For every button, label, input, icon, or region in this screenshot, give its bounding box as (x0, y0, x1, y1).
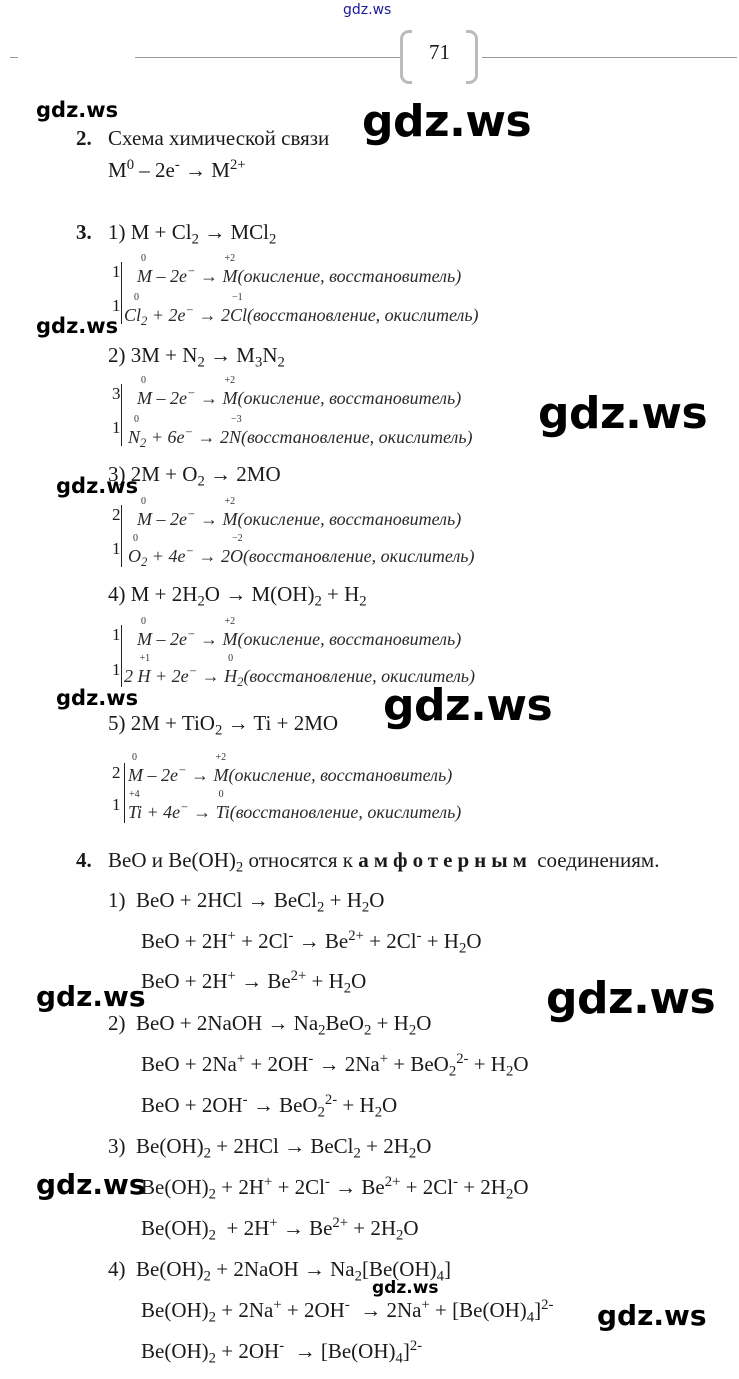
task3-equation-1: 1) $M + Cl_2 \to MCl_2$ (108, 220, 277, 248)
watermark: gdz.ws (362, 96, 532, 147)
header-site: gdz.ws (343, 2, 392, 18)
half-reaction-oxidation: M 0 – 2e− → M +2 (окисление, восстановитель) (137, 496, 462, 529)
task3-number: 3. (76, 220, 92, 244)
page-number: 71 (429, 40, 450, 64)
page-number-bracket-left (400, 30, 412, 84)
page-number-bracket-right (466, 30, 478, 84)
half-reaction-reduction: 2 H +1 + 2e− → H 0 $_2$(восстановление, окислитель) (124, 653, 475, 689)
task4-equation: BeO + $2H^+ \to Be^{2+} + H_2O$ (141, 967, 367, 997)
coef: 1 (112, 625, 121, 644)
half-reaction-reduction: Ti +4 + 4e− → Ti 0 (восстановление, окислитель) (128, 789, 462, 822)
coef: 2 (112, 763, 121, 782)
task4-equation: BeO + $2Na^+ + 2OH^- \to 2Na^+ + BeO_2^{2-} + H_2O$ (141, 1050, 529, 1080)
task2-title: Схема химической связи (108, 126, 330, 150)
coef: 1 (112, 418, 121, 437)
watermark: gdz.ws (36, 98, 119, 122)
half-reaction-reduction: N 0 $_2$ + 6e− → 2N −3 (восстановление, окислитель) (128, 414, 473, 450)
header-rule-left (135, 57, 400, 58)
half-reaction-oxidation: M 0 – 2e− → M +2 (окисление, восстановитель) (137, 375, 462, 408)
balance-bar (124, 763, 125, 823)
watermark: gdz.ws (546, 973, 716, 1024)
watermark: gdz.ws (538, 388, 708, 439)
task4-equation: 4) $Be(OH)_2$ + 2NaOH → $Na_2[Be(OH)_4]$ (108, 1257, 451, 1285)
task4-equation: $Be(OH)_2 + 2H^+ + 2Cl^- \to Be^{2+} + 2Cl^- + 2H_2O$ (141, 1173, 529, 1203)
balance-bar (121, 505, 122, 567)
watermark: gdz.ws (597, 1299, 707, 1332)
task4-number: 4. (76, 848, 92, 872)
header-rule-left-tick (10, 57, 18, 58)
coef: 1 (112, 539, 121, 558)
task2-equation: $M^0 - 2e^- \to M^{2+}$ (108, 156, 246, 182)
task4-intro: BeO и $Be(OH)_2$ относятся к амфотерным соединениям. (108, 848, 660, 876)
coef: 1 (112, 262, 121, 281)
half-reaction-oxidation: M 0 – 2e− → M +2 (окисление, восстановитель) (128, 752, 453, 785)
task4-equation: BeO + $2OH^- \to BeO_2^{2-} + H_2O$ (141, 1091, 398, 1121)
header-rule-right (482, 57, 737, 58)
watermark: gdz.ws (36, 1168, 146, 1201)
half-reaction-reduction: Cl 0 $_2$ + 2e− → 2Cl −1 (восстановление, окислитель) (124, 292, 479, 328)
balance-bar (121, 262, 122, 324)
half-reaction-reduction: O 0 $_2$ + 4e− → 2O −2 (восстановление, окислитель) (128, 533, 475, 569)
task3-equation-5: 5) 2M + TiO$_2$ → Ti + 2MO (108, 711, 339, 739)
task4-equation: $Be(OH)_2 + 2H^+ \to Be^{2+} + 2H_2O$ (141, 1214, 419, 1244)
coef: 1 (112, 296, 121, 315)
watermark: gdz.ws (56, 474, 139, 498)
coef: 2 (112, 505, 121, 524)
balance-bar (121, 384, 122, 446)
coef: 1 (112, 660, 121, 679)
watermark: gdz.ws (372, 1278, 439, 1298)
task4-equation: 3) $Be(OH)_2 + 2HCl$ → BeCl$_2$ + $2H_2O$ (108, 1134, 432, 1162)
watermark: gdz.ws (56, 686, 139, 710)
task4-equation: 2) BeO + 2NaOH → $Na_2BeO_2 + H_2O$ (108, 1011, 432, 1039)
task3-equation-2: 2) $3M + N_2 \to M_3N_2$ (108, 343, 285, 371)
balance-bar (121, 625, 122, 687)
task4-equation: BeO + $2H^+ + 2Cl^- \to Be^{2+} + 2Cl^- + H_2O$ (141, 927, 482, 957)
coef: 1 (112, 795, 121, 814)
task4-equation: 1) BeO + 2HCl → BeCl$_2$ + $H_2O$ (108, 888, 385, 916)
coef: 3 (112, 384, 121, 403)
watermark: gdz.ws (36, 314, 119, 338)
half-reaction-oxidation: M 0 – 2e− → M +2 (окисление, восстановитель) (137, 616, 462, 649)
task2-number: 2. (76, 126, 92, 150)
task4-equation: $Be(OH)_2 + 2Na^+ + 2OH^- \to 2Na^+ + [Be(OH)_4]^{2-}$ (141, 1296, 554, 1326)
watermark: gdz.ws (383, 680, 553, 731)
watermark: gdz.ws (36, 980, 146, 1013)
task3-equation-4: 4) $M + 2H_2O \to M(OH)_2 + H_2$ (108, 582, 367, 610)
task3-equation-3: 3) $2M + O_2 \to 2MO$ (108, 462, 281, 490)
task4-equation: $Be(OH)_2 + 2OH^- \to [Be(OH)_4]^{2-}$ (141, 1337, 423, 1367)
half-reaction-oxidation: M 0 – 2e− → M +2 (окисление, восстановитель) (137, 253, 462, 286)
